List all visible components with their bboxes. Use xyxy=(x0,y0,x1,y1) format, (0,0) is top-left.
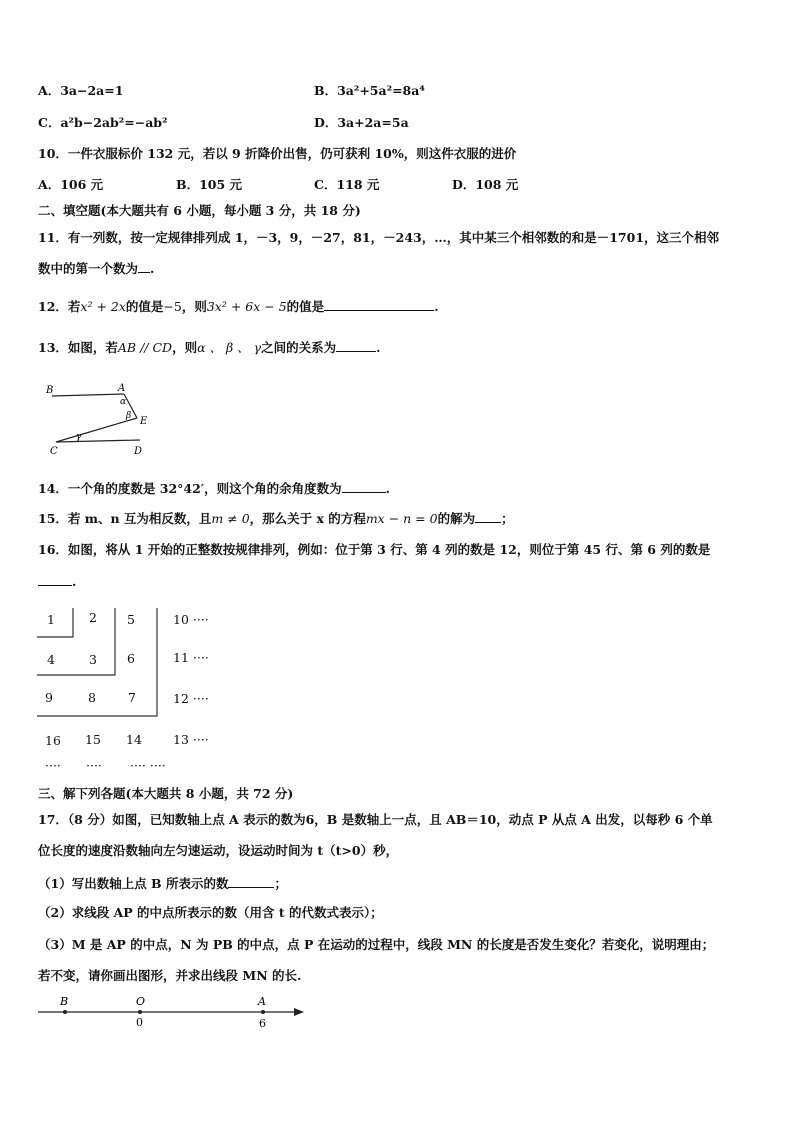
q15-end: ； xyxy=(501,511,514,526)
q10-stem: 10．一件衣服标价 132 元，若以 9 折降价出售，仍可获利 10%，则这件衣服的进价 xyxy=(38,146,517,161)
tick-label-0: 0 xyxy=(136,1016,143,1029)
q12-expr1: x² + 2x xyxy=(80,299,126,314)
q11-text: 数中的第一个数为 xyxy=(38,261,139,276)
q12-expr2: 3x² + 6x − 5 xyxy=(206,299,287,314)
grid-cell: ···· xyxy=(86,758,102,773)
q17-part1-answer-blank[interactable] xyxy=(228,874,274,888)
q14-end: . xyxy=(385,481,390,496)
label-gamma: γ xyxy=(76,432,82,442)
bracket-3 xyxy=(37,608,157,716)
grid-cell: 2 xyxy=(89,610,97,625)
q17-line2: 位长度的速度沿数轴向左匀速运动，设运动时间为 t（t>0）秒， xyxy=(38,843,399,858)
q12-end: . xyxy=(434,299,439,314)
q17-part1-end: ； xyxy=(274,876,287,891)
q13-mid: ，则 xyxy=(172,340,198,355)
label-e: E xyxy=(140,416,148,427)
label-b: B xyxy=(60,995,69,1008)
label-beta: β xyxy=(126,411,132,421)
bracket-2 xyxy=(37,608,115,675)
q17-line1: 17．（8 分）如图，已知数轴上点 A 表示的数为6，B 是数轴上一点，且 AB＝10，动点 P 从点 A 出发，以每秒 6 个单 xyxy=(38,812,713,827)
q15 xyxy=(38,509,514,528)
line-ec xyxy=(56,418,137,442)
tick-label-6: 6 xyxy=(259,1017,266,1030)
grid-cell: ···· xyxy=(45,758,61,773)
q10-option-b: B．105 元 xyxy=(176,177,243,192)
q17-part3-line1: （3）M 是 AP 的中点，N 为 PB 的中点，点 P 在运动的过程中，线段 MN 的长度是否发生变化？若变化，说明理由； xyxy=(38,937,715,952)
q12-pre: 12．若 xyxy=(38,299,81,314)
label-c: C xyxy=(50,446,58,457)
grid-cell: 6 xyxy=(127,651,135,666)
q15-eq: mx − n = 0 xyxy=(365,511,438,526)
grid-cell: 12 ···· xyxy=(173,691,209,706)
q13-pre: 13．如图，若 xyxy=(38,340,118,355)
q9-option-d: D．3a+2a=5a xyxy=(314,115,409,130)
q9-option-a: A．3a−2a=1 xyxy=(38,83,124,98)
q12-post: 的值是 xyxy=(286,299,325,314)
q16-end: . xyxy=(72,574,77,589)
point-o xyxy=(138,1010,142,1014)
q10-option-d: D．108 元 xyxy=(452,177,519,192)
q12-answer-blank[interactable] xyxy=(324,297,434,311)
grid-cell: 15 xyxy=(85,732,101,747)
point-b xyxy=(63,1010,67,1014)
line-cd xyxy=(56,440,140,442)
label-a: A xyxy=(258,995,266,1008)
q16-line2 xyxy=(38,572,76,591)
axis-arrow xyxy=(294,1008,304,1016)
q15-pre: 15．若 m、n 互为相反数，且 xyxy=(38,511,212,526)
grid-cell: 3 xyxy=(89,652,97,667)
grid-cell: 11 ···· xyxy=(173,650,209,665)
q17-number-line xyxy=(30,990,320,1035)
q17-part1-text: （1）写出数轴上点 B 所表示的数 xyxy=(38,876,229,891)
q16-answer-blank[interactable] xyxy=(38,572,72,586)
q10-option-c: C．118 元 xyxy=(314,177,380,192)
grid-cell: 16 xyxy=(45,733,61,748)
q14-text: 14．一个角的度数是 32°42′，则这个角的余角度数为 xyxy=(38,481,342,496)
q13-answer-blank[interactable] xyxy=(336,338,376,352)
q11-answer-blank[interactable] xyxy=(138,259,150,273)
q15-mid: ，那么关于 x 的方程 xyxy=(249,511,366,526)
q17-part2: （2）求线段 AP 的中点所表示的数（用含 t 的代数式表示）； xyxy=(38,905,383,920)
q13-post: 之间的关系为 xyxy=(261,340,337,355)
grid-cell: 4 xyxy=(47,652,55,667)
grid-cell: 5 xyxy=(127,612,135,627)
grid-cell: 8 xyxy=(88,690,96,705)
q15-cond: m ≠ 0 xyxy=(211,511,250,526)
grid-cell: 13 ···· xyxy=(173,732,209,747)
section-3-heading: 三、解下列各题(本大题共 8 小题，共 72 分) xyxy=(38,786,294,801)
q9-option-b: B．3a²+5a²=8a⁴ xyxy=(314,83,425,98)
label-alpha: α xyxy=(120,397,127,407)
line-ba xyxy=(52,394,124,396)
q11-line2 xyxy=(38,259,154,278)
q13-expr: AB // CD xyxy=(117,340,173,355)
q15-post: 的解为 xyxy=(437,511,476,526)
grid-cell: 1 xyxy=(47,612,55,627)
grid-cell: 9 xyxy=(45,690,53,705)
q13 xyxy=(38,338,381,357)
q14-answer-blank[interactable] xyxy=(342,479,386,493)
label-d: D xyxy=(134,446,143,457)
q11-end: . xyxy=(150,261,155,276)
grid-cell: 7 xyxy=(128,690,136,705)
q9-option-c: C．a²b−2ab²=−ab² xyxy=(38,115,168,130)
label-a: A xyxy=(118,383,126,394)
q12-mid2: ，则 xyxy=(181,299,207,314)
q14 xyxy=(38,479,390,498)
label-o: O xyxy=(136,995,146,1008)
grid-cell: 10 ···· xyxy=(173,612,209,627)
q13-end: . xyxy=(376,340,381,355)
q10-option-a: A．106 元 xyxy=(38,177,104,192)
q12-mid: 的值是 xyxy=(125,299,164,314)
q15-answer-blank[interactable] xyxy=(475,509,501,523)
label-b: B xyxy=(46,385,54,396)
q11-line1: 11．有一列数，按一定规律排列成 1，－3，9，－27，81，－243，…，其中某三个相邻数的和是－1701，这三个相邻 xyxy=(38,230,720,245)
section-2-heading: 二、填空题(本大题共有 6 小题，每小题 3 分，共 18 分) xyxy=(38,203,361,218)
point-a xyxy=(261,1010,265,1014)
q12 xyxy=(38,297,439,316)
q12-val: −5 xyxy=(163,299,182,314)
grid-cell: 14 xyxy=(126,732,142,747)
q13-greek: α 、 β 、 γ xyxy=(197,340,262,355)
bracket-1 xyxy=(37,608,73,637)
q17-part1 xyxy=(38,874,287,893)
q16-line1: 16．如图，将从 1 开始的正整数按规律排列，例如：位于第 3 行、第 4 列的数是 12，则位于第 45 行、第 6 列的数是 xyxy=(38,542,711,557)
q17-part3-line2: 若不变，请你画出图形，并求出线段 MN 的长. xyxy=(38,968,302,983)
q13-figure xyxy=(40,380,160,460)
grid-cell: ···· ···· xyxy=(130,758,166,773)
